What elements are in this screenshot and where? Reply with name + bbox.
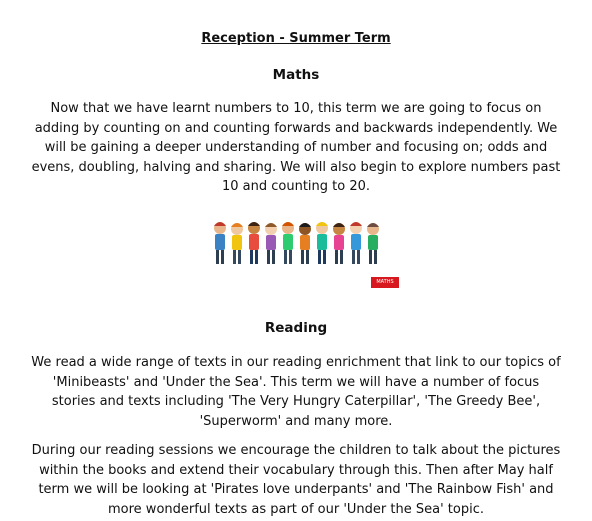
section-heading-maths: Maths bbox=[272, 67, 320, 83]
child-figure bbox=[248, 222, 260, 264]
child-figure bbox=[231, 223, 243, 264]
section-heading-reading: Reading bbox=[264, 320, 328, 336]
child-figure bbox=[350, 222, 362, 264]
child-figure bbox=[299, 223, 311, 264]
child-figure bbox=[214, 222, 226, 264]
child-figure bbox=[333, 223, 345, 264]
child-figure bbox=[282, 222, 294, 264]
child-figure bbox=[316, 222, 328, 264]
reading-paragraph-2: During our reading sessions we encourage the children to talk about the pictures within the books and extend their vocabulary through this. Then after May half term we will be looking at 'Pirates love underpants' and 'The Rainbow Fish' and more wonderful texts as part of our 'Under the Sea' topic. bbox=[31, 443, 561, 517]
maths-badge: MATHS bbox=[371, 277, 399, 288]
child-figure bbox=[265, 223, 277, 264]
maths-paragraph: Now that we have learnt numbers to 10, this term we are going to focus on adding by counting on and counting forwards and backwards independently. We will be gaining a deeper understanding of number and focusing on; odds and evens, doubling, halving and sharing. We will also begin to explore numbers past 10 and counting to 20. bbox=[31, 101, 561, 194]
document-title: Reception - Summer Term bbox=[201, 31, 391, 46]
children-row-illustration bbox=[210, 218, 390, 270]
child-figure bbox=[367, 223, 379, 264]
reading-paragraph-1: We read a wide range of texts in our reading enrichment that link to our topics of 'Minibeasts' and 'Under the Sea'. This term we will have a number of focus stories and texts including 'The Very Hungry Caterpillar', 'The Greedy Bee', 'Superworm' and many more. bbox=[31, 355, 561, 429]
